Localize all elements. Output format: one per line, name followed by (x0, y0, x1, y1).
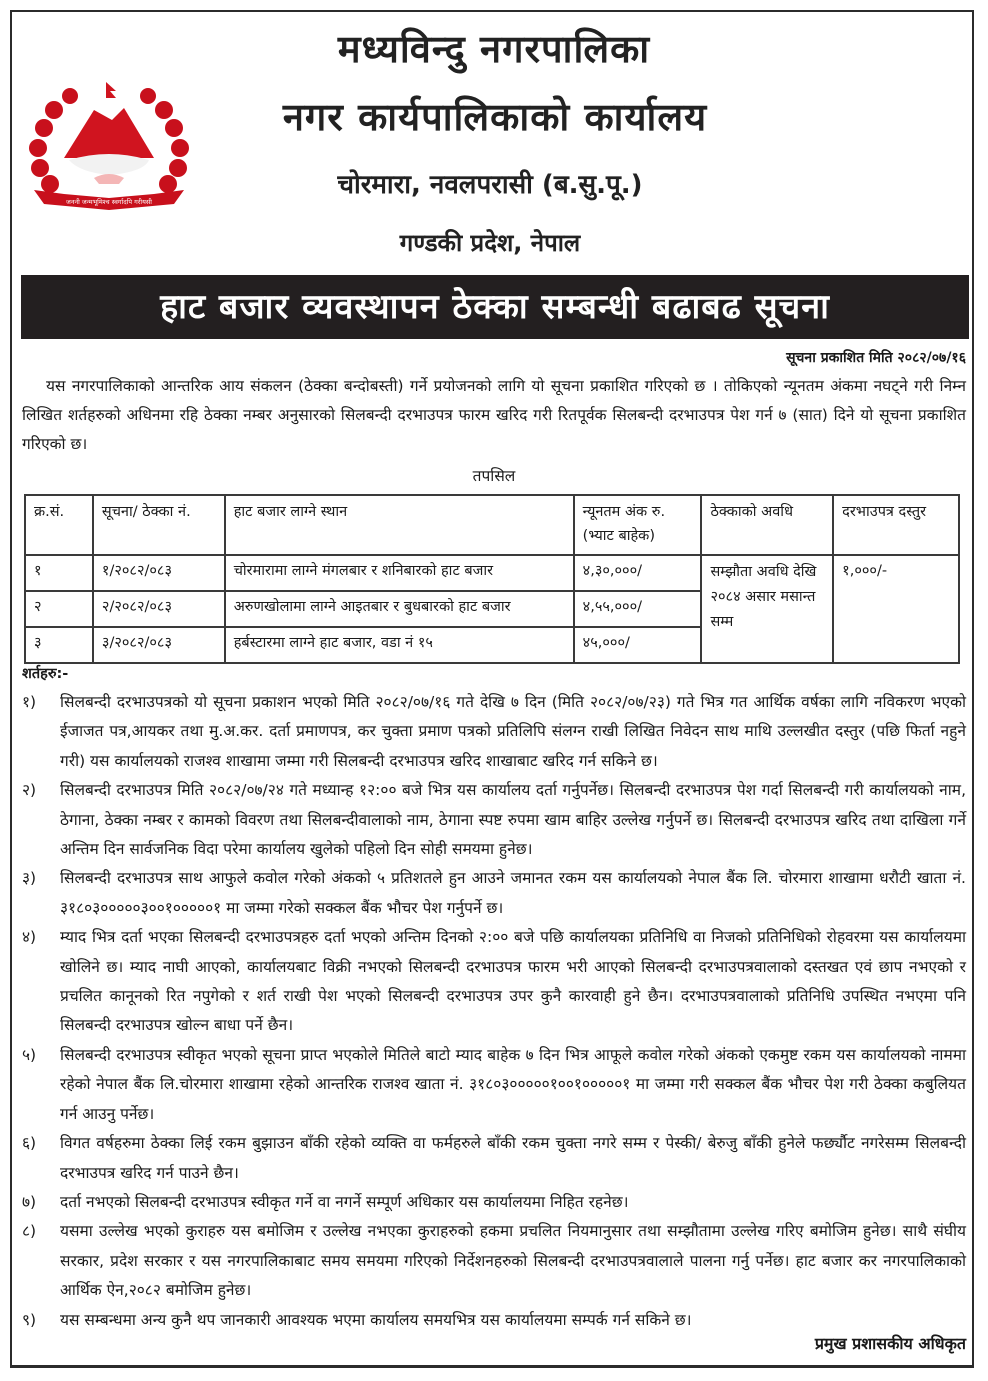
condition-text: म्याद भित्र दर्ता भएका सिलबन्दी दरभाउपत्रहरु दर्ता भएको अन्तिम दिनको २:०० बजे पछि कार्यालयका प्रतिनिधि वा निजको प्रतिनिधिको रोहवरमा यस कार्यालयमा खोलिने छ। म्याद नाघी आएको, कार्यालयबाट विक्री नभएको सिलबन्दी दरभाउपत्र फारम भरी आएको सिलबन्दी दरभाउपत्रवालाको दस्तखत एवं छाप नभएको र प्रचलित कानूनको रित नपुगेको र शर्त राखी पेश भएको सिलबन्दी दरभाउपत्र उपर कुनै कारवाही हुने छैन। दरभाउपत्रवालाको प्रतिनिधि उपस्थित नभएमा पनि सिलबन्दी दरभाउपत्र खोल्न बाधा पर्ने छैन। (60, 928, 966, 1035)
emblem-motto: जननी जन्मभूमिश्च स्वर्गादपि गरीयसी (66, 198, 152, 206)
condition-item (22, 923, 966, 1041)
cell-min-amount: ४,५५,०००/ (574, 591, 702, 627)
municipality-name: मध्यविन्दु नगरपालिका (337, 27, 651, 71)
contract-table (24, 494, 960, 664)
condition-item (22, 688, 966, 776)
notice-title-banner: हाट बजार व्यवस्थापन ठेक्का सम्बन्धी बढाबढ सूचना (21, 275, 969, 339)
condition-number: ८) (22, 1222, 37, 1241)
condition-item (22, 1129, 966, 1188)
condition-text: सिलबन्दी दरभाउपत्र मिति २०८२/०७/२४ गते मध्यान्ह १२:०० बजे भित्र यस कार्यालय दर्ता गर्नुपर्नेछ। सिलबन्दी दरभाउपत्र पेश गर्दा सिलबन्दी गरी कार्यालयको नाम, ठेगाना, ठेक्का नम्बर र कामको विवरण तथा सिलबन्दीवालाको नाम, ठेगाना स्पष्ट रुपमा खाम बाहिर उल्लेख गर्नुपर्ने छ। सिलबन्दी दरभाउपत्र खरिद तथा दाखिला गर्ने अन्तिम दिन सार्वजनिक विदा परेमा कार्यालय खुलेको पहिलो दिन सोही समयमा हुनेछ। (60, 781, 966, 859)
cell-contract-no: २/२०८२/०८३ (93, 591, 225, 627)
cell-min-amount: ४,३०,०००/ (574, 555, 702, 591)
condition-number: ४) (22, 928, 37, 947)
intro-paragraph: यस नगरपालिकाको आन्तरिक आय संकलन (ठेक्का बन्दोबस्ती) गर्ने प्रयोजनको लागि यो सूचना प्रकाशित गरिएको छ । तोकिएको न्यूनतम अंकमा नघट्ने गरी निम्न लिखित शर्तहरुको अधिनमा रहि ठेक्का नम्बर अनुसारको सिलबन्दी दरभाउपत्र फारम खरिद गरी रितपूर्वक सिलबन्दी दरभाउपत्र पेश गर्न ७ (सात) दिने यो सूचना प्रकाशित गरिएको छ। (22, 377, 966, 453)
condition-item (22, 1188, 966, 1217)
cell-location: चोरमारामा लाग्ने मंगलबार र शनिबारको हाट बजार (225, 555, 574, 591)
condition-number: ६) (22, 1134, 37, 1153)
condition-text: यसमा उल्लेख भएको कुराहरु यस बमोजिम र उल्लेख नभएका कुराहरुको हकमा प्रचलित नियमानुसार तथा सम्झौतामा उल्लेख गरिए बमोजिम हुनेछ। साथै संघीय सरकार, प्रदेश सरकार र यस नगरपालिकाबाट समय समयमा गरिएको निर्देशनहरुको सिलबन्दी दरभाउपत्रवालाले पालना गर्नु पर्नेछ। हाट बजार कर नगरपालिकाको आर्थिक ऐन,२०८२ बमोजिम हुनेछ। (60, 1222, 966, 1300)
condition-text: यस सम्बन्धमा अन्य कुनै थप जानकारी आवश्यक भएमा कार्यालय समयभित्र यस कार्यालयमा सम्पर्क गर्न सकिने छ। (60, 1310, 692, 1329)
condition-number: ९) (22, 1310, 37, 1329)
cell-sn: ३ (25, 627, 93, 663)
office-name: नगर कार्यपालिकाको कार्यालय (282, 95, 708, 139)
col-header-min-amount: न्यूनतम अंक रु. (भ्याट बाहेक) (574, 495, 702, 555)
province-line: गण्डकी प्रदेश, नेपाल (399, 229, 581, 257)
cell-location: हर्बस्टारमा लाग्ने हाट बजार, वडा नं १५ (225, 627, 574, 663)
condition-item (22, 1217, 966, 1305)
condition-item (22, 864, 966, 923)
schedule-label: तपसिल (472, 467, 516, 485)
condition-number: ७) (22, 1192, 37, 1211)
table-header-row (25, 495, 959, 555)
col-header-contract-no: सूचना/ ठेक्का नं. (93, 495, 225, 555)
condition-item (22, 776, 966, 864)
condition-text: सिलबन्दी दरभाउपत्र स्वीकृत भएको सूचना प्राप्त भएकोले मितिले बाटो म्याद बाहेक ७ दिन भित्र आफूले कवोल गरेको अंकको एकमुष्ट रकम यस कार्यालयको नाममा रहेको नेपाल बैंक लि.चोरमारा शाखामा रहेको आन्तरिक राजश्व खाता नं. ३१८०३०००००१००१०००००१ मा जम्मा गरी सक्कल बैंक भौचर पेश गरी ठेक्का कबुलियत गर्न आउनु पर्नेछ। (60, 1045, 966, 1123)
condition-item (22, 1306, 966, 1335)
conditions-title: शर्तहरु:- (22, 666, 69, 682)
condition-text: सिलबन्दी दरभाउपत्रको यो सूचना प्रकाशन भएको मिति २०८२/०७/१६ गते देखि ७ दिन (मिति २०८२/०७/२३) गते भित्र गत आर्थिक वर्षका लागि नविकरण भएको ईजाजत पत्र,आयकर तथा मु.अ.कर. दर्ता प्रमाणपत्र, कर चुक्ता प्रमाण पत्रको प्रतिलिपि संलग्न राखी लिखित निवेदन साथ माथि उल्लखीत दस्तुर (पछि फिर्ता नहुने गरी) यस कार्यालयको राजश्व शाखामा जम्मा गरी सिलबन्दी दरभाउपत्र खरिद शाखाबाट खरिद गर्न सकिने छ। (60, 693, 966, 770)
signatory-title: प्रमुख प्रशासकीय अधिकृत (814, 1334, 966, 1353)
condition-text: विगत वर्षहरुमा ठेक्का लिई रकम बुझाउन बाँकी रहेको व्यक्ति वा फर्महरुले बाँकी रकम चुक्ता नगरे सम्म र पेस्की/ बेरुजु बाँकी हुनेले फर्छ्यौट नगरेसम्म सिलबन्दी दरभाउपत्र खरिद गर्न पाउने छैन। (60, 1134, 966, 1182)
col-header-sn: क्र.सं. (25, 495, 93, 555)
office-address: चोरमारा, नवलपरासी (ब.सु.पू.) (337, 170, 643, 200)
condition-number: १) (22, 693, 37, 711)
col-header-location: हाट बजार लाग्ने स्थान (225, 495, 574, 555)
cell-min-amount: ४५,०००/ (574, 627, 702, 663)
col-header-fee: दरभाउपत्र दस्तुर (833, 495, 959, 555)
cell-contract-no: ३/२०८२/०८३ (93, 627, 225, 663)
condition-number: २) (22, 781, 37, 800)
table-row (25, 555, 959, 591)
cell-sn: २ (25, 591, 93, 627)
col-header-duration: ठेक्काको अवधि (701, 495, 833, 555)
cell-location: अरुणखोलामा लाग्ने आइतबार र बुधबारको हाट बजार (225, 591, 574, 627)
condition-text: सिलबन्दी दरभाउपत्र साथ आफुले कवोल गरेको अंकको ५ प्रतिशतले हुन आउने जमानत रकम यस कार्यालयको नेपाल बैंक लि. चोरमारा शाखामा धरौटी खाता नं. ३१८०३०००००३००१०००००१ मा जम्मा गरेको सक्कल बैंक भौचर पेश गर्नुपर्ने छ। (60, 869, 966, 917)
cell-contract-no: १/२०८२/०८३ (93, 555, 225, 591)
condition-text: दर्ता नभएको सिलबन्दी दरभाउपत्र स्वीकृत गर्ने वा नगर्ने सम्पूर्ण अधिकार यस कार्यालयमा निहित रहनेछ। (60, 1192, 629, 1211)
cell-fee: १,०००/- (833, 555, 959, 663)
condition-number: ३) (22, 869, 37, 888)
condition-item (22, 1041, 966, 1129)
conditions-list (22, 688, 966, 1335)
condition-number: ५) (22, 1045, 37, 1064)
cell-duration: सम्झौता अवधि देखि २०८४ असार मसान्त सम्म (701, 555, 833, 663)
cell-sn: १ (25, 555, 93, 591)
published-date: सूचना प्रकाशित मिति २०८२/०७/१६ (786, 350, 966, 366)
